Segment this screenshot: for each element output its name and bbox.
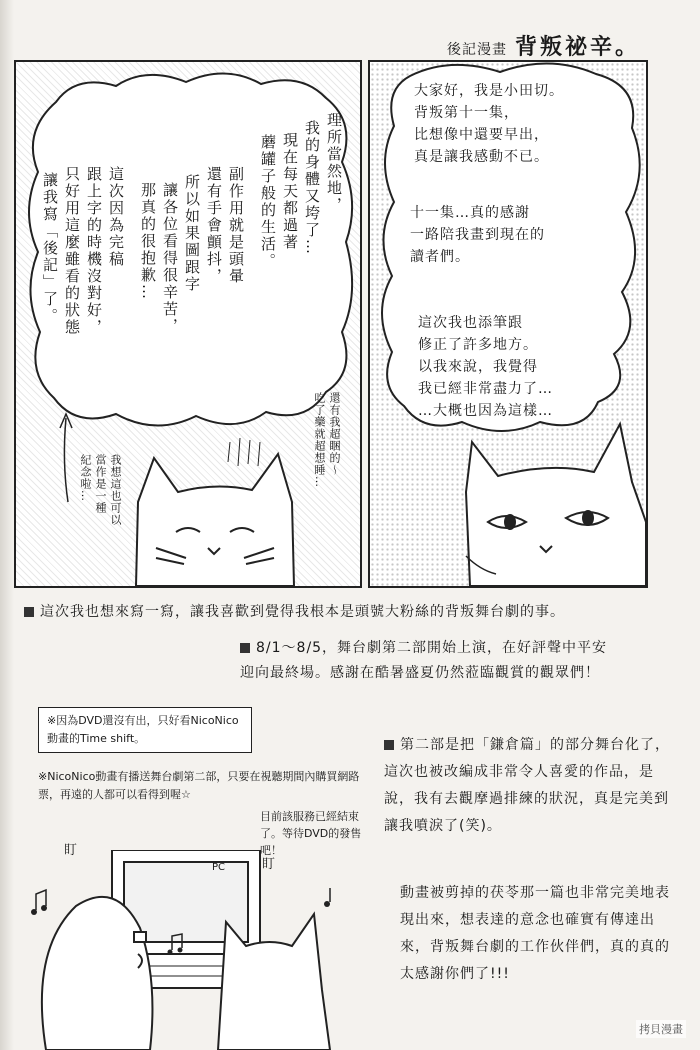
- narration-col-12: 只好用這麼雖看的狀態: [63, 166, 81, 336]
- thanks-text: 十一集…真的感謝 一路陪我畫到現在的 讀者們。: [410, 205, 545, 265]
- dvd-note-box: ※因為DVD還沒有出，只好看NicoNico動畫的Time shift。: [38, 707, 252, 753]
- cat-back-character: [218, 914, 330, 1050]
- narration-col-7: 所以如果圖跟字: [183, 174, 201, 293]
- header-subtitle: 後記漫畫: [446, 42, 507, 58]
- stare-sfx-1: 盯: [64, 843, 78, 858]
- souvenir-note: 我想這也可以 當作是一種 紀念啦…: [79, 454, 122, 526]
- stage-play-schedule: [240, 636, 620, 686]
- service-ended-note: 目前該服務已經結束了。等待DVD的發售吧！: [260, 810, 362, 857]
- watermark: 拷貝漫畫: [636, 1020, 686, 1038]
- nico-broadcast-note: ※NicoNico動畫有播送舞台劇第二部，只要在視聽期間內購買網路票，再遠的人都可以看得到喔☆: [38, 770, 360, 801]
- bullet-icon: [240, 643, 250, 653]
- narration-col-1: 理所當然地，: [325, 112, 343, 214]
- stare-sfx-2: 盯: [262, 857, 276, 872]
- stage-play-thanks: [400, 880, 678, 988]
- cat-character-left: [136, 438, 294, 586]
- page-header: [447, 30, 640, 61]
- narration-col-2: 我的身體又垮了…: [303, 120, 321, 256]
- greeting-text: 大家好，我是小田切。 背叛第十一集， 比想像中還要早出， 真是讓我感動不已。: [414, 83, 564, 165]
- bullet-icon: [384, 740, 394, 750]
- right-comic-panel: [368, 60, 648, 588]
- narration-col-3: 現在每天都過著: [281, 132, 299, 251]
- pc-label: PC: [212, 862, 226, 873]
- header-title: 背叛祕辛。: [514, 35, 640, 60]
- narration-col-5: 副作用就是頭暈: [227, 166, 245, 285]
- narration-col-13: 讓我寫「後記」了。: [41, 172, 59, 325]
- bullet-icon: [24, 607, 34, 617]
- stage-play-review-text-1: 第二部是把「鎌倉篇」的部分舞台化了，這次也被改編成非常令人喜愛的作品，是說，我有去觀摩過排練的狀況，真是完美到讓我噴淚了(笑)。: [384, 737, 670, 834]
- stage-play-review: [384, 732, 678, 840]
- cat-character-right: [466, 424, 646, 586]
- revision-text: 這次我也添筆跟 修正了許多地方。 以我來說，我覺得 我已經非常盡力了… …大概也因為這樣…: [418, 315, 553, 419]
- left-comic-panel: [14, 60, 362, 588]
- penguin-character: [42, 897, 153, 1050]
- narration-col-9: 那真的很抱歉…: [139, 182, 157, 301]
- narration-col-10: 這次因為完稿: [107, 166, 125, 268]
- narration-col-6: 還有手會顫抖，: [205, 166, 223, 285]
- sleepy-side-note: 還有我超睏的～ 吃了藥就超想睡…: [313, 392, 341, 488]
- computer-scene-art: [0, 850, 380, 1050]
- arrow-line: [64, 418, 68, 502]
- narration-col-4: 蘑罐子般的生活。: [259, 134, 277, 270]
- stage-play-schedule-text: 8/1～8/5，舞台劇第二部開始上演，在好評聲中平安迎向最終場。感謝在酷暑盛夏仍然蒞臨觀賞的觀眾們！: [240, 640, 608, 681]
- stage-play-intro-text: 這次我也想來寫一寫，讓我喜歡到覺得我根本是頭號大粉絲的背叛舞台劇的事。: [40, 604, 565, 620]
- narration-col-11: 跟上字的時機沒對好，: [85, 166, 103, 336]
- narration-col-8: 讓各位看得很辛苦，: [161, 182, 179, 335]
- stage-play-intro: [24, 600, 660, 625]
- stage-play-thanks-text: 動畫被剪掉的茯苓那一篇也非常完美地表現出來，想表達的意念也確實有傳達出來，背叛舞台劇的工作伙伴們，真的真的太感謝你們了!!!: [400, 885, 670, 982]
